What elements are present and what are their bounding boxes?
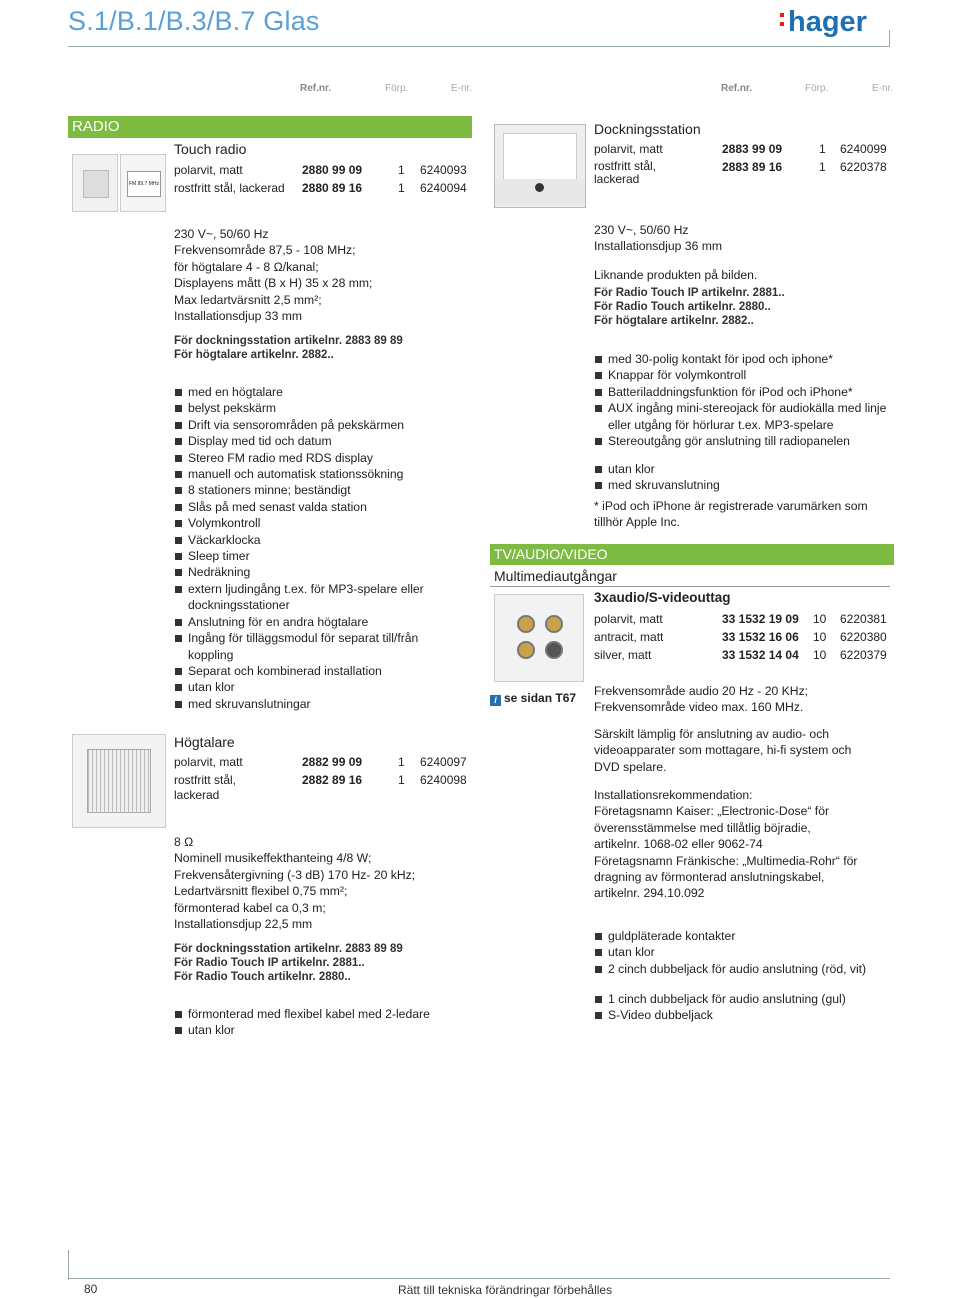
footer-rule — [68, 1278, 890, 1279]
av-row-3-desc: silver, matt — [594, 648, 652, 662]
list-item: Drift via sensorområden på pekskärmen — [174, 417, 464, 433]
dock-row-1-enr: 6240099 — [840, 142, 887, 156]
av-row-3-ref: 33 1532 14 04 — [722, 648, 799, 662]
logo-wordmark: hager — [788, 6, 867, 38]
speaker-features — [174, 1006, 464, 1039]
touch-radio-row-2-desc: rostfritt stål, lackerad — [174, 181, 285, 195]
footer-note: Rätt till tekniska förändringar förbehålles — [398, 1283, 613, 1297]
dock-row-2-desc: rostfritt stål, lackerad — [594, 159, 657, 186]
dock-row-1-pack: 1 — [819, 142, 826, 156]
speaker-row-1-ref: 2882 99 09 — [302, 755, 363, 769]
list-item: Slås på med senast valda station — [174, 499, 464, 515]
colheader-forp-left: Förp. — [385, 83, 409, 94]
page-number: 80 — [84, 1282, 98, 1296]
list-item: utan klor — [174, 1022, 464, 1038]
page-title: S.1/B.1/B.3/B.7 Glas — [68, 6, 320, 36]
list-item: Stereoutgång gör anslutning till radiopanelen — [594, 433, 890, 449]
av-row-1-ref: 33 1532 19 09 — [722, 612, 799, 626]
speaker-row-2-desc: rostfritt stål, lackerad — [174, 773, 237, 802]
av-description: Särskilt lämplig för anslutning av audio- och videoapparater som mottagare, hi-fi system och DVD spelare. — [594, 727, 852, 774]
touch-radio-row-2-ref: 2880 89 16 — [302, 181, 363, 195]
info-reference: i se sidan T67 — [490, 691, 576, 706]
list-item: Stereo FM radio med RDS display — [174, 450, 464, 466]
list-item: 1 cinch dubbeljack för audio anslutning (gul) — [594, 991, 890, 1007]
av-row-2-desc: antracit, matt — [594, 630, 664, 644]
list-item: S-Video dubbeljack — [594, 1007, 890, 1023]
list-item: Nedräkning — [174, 564, 464, 580]
list-item: Sleep timer — [174, 548, 464, 564]
av-row-2-pack: 10 — [813, 630, 827, 644]
colheader-ref-right: Ref.nr. — [721, 83, 753, 94]
touch-radio-row-2-enr: 6240094 — [420, 181, 467, 195]
colheader-enr-left: E-nr. — [451, 83, 473, 94]
footer-left-line — [68, 1250, 69, 1280]
speaker-row-1-enr: 6240097 — [420, 755, 467, 769]
list-item: manuell och automatisk stationssökning — [174, 466, 464, 482]
dock-row-1-ref: 2883 99 09 — [722, 142, 783, 156]
section-bar-radio: RADIO — [68, 116, 472, 138]
touch-radio-title: Touch radio — [174, 141, 247, 157]
list-item: 8 stationers minne; beständigt — [174, 482, 464, 498]
colheader-enr-right: E-nr. — [872, 83, 894, 94]
touch-radio-row-1-enr: 6240093 — [420, 163, 467, 177]
list-item: Ingång för tilläggsmodul för separat till/från koppling — [174, 630, 464, 663]
speaker-title: Högtalare — [174, 734, 235, 750]
touch-radio-row-2-pack: 1 — [398, 181, 405, 195]
list-item: med skruvanslutning — [594, 477, 890, 493]
speaker-refs: För dockningsstation artikelnr. 2883 89 89 För Radio Touch IP artikelnr. 2881.. För Radio Touch artikelnr. 2880.. — [174, 943, 403, 984]
list-item: förmonterad med flexibel kabel med 2-ledare — [174, 1006, 464, 1022]
dock-title: Dockningsstation — [594, 121, 701, 137]
tv-subsection: Multimediautgångar — [494, 568, 617, 584]
list-item: Väckarklocka — [174, 532, 464, 548]
av-outlet-image — [494, 594, 584, 682]
av-row-2-enr: 6220380 — [840, 630, 887, 644]
dock-features — [594, 351, 890, 449]
touch-radio-row-1-desc: polarvit, matt — [174, 163, 243, 177]
touch-radio-features — [174, 384, 464, 712]
dock-specs: 230 V~, 50/60 Hz Installationsdjup 36 mm — [594, 223, 723, 254]
speaker-row-2-enr: 6240098 — [420, 773, 467, 787]
speaker-row-1-pack: 1 — [398, 755, 405, 769]
list-item: Anslutning för en andra högtalare — [174, 614, 464, 630]
touch-radio-refs: För dockningsstation artikelnr. 2883 89 89 För högtalare artikelnr. 2882.. — [174, 335, 403, 362]
av-title: 3xaudio/S-videouttag — [594, 590, 731, 605]
av-specs: Frekvensområde audio 20 Hz - 20 KHz; Frekvensområde video max. 160 MHz. — [594, 684, 809, 715]
dock-features-2 — [594, 461, 890, 494]
hager-logo — [778, 4, 876, 40]
list-item: Volymkontroll — [174, 515, 464, 531]
touch-radio-row-1-pack: 1 — [398, 163, 405, 177]
list-item: Batteriladdningsfunktion för iPod och iPhone* — [594, 384, 890, 400]
touch-radio-image — [72, 154, 166, 212]
list-item: guldpläterade kontakter — [594, 928, 890, 944]
colheader-forp-right: Förp. — [805, 83, 829, 94]
av-features — [594, 928, 890, 977]
radio-frame-display: FM 89.7 MHz — [120, 154, 166, 212]
list-item: med skruvanslutningar — [174, 696, 464, 712]
dock-image — [494, 124, 586, 208]
list-item: med 30-polig kontakt för ipod och iphone* — [594, 351, 890, 367]
av-row-3-pack: 10 — [813, 648, 827, 662]
info-icon: i — [490, 695, 501, 706]
av-features-2 — [594, 991, 890, 1024]
list-item: Separat och kombinerad installation — [174, 663, 464, 679]
dock-row-2-pack: 1 — [819, 160, 826, 174]
dock-row-2-ref: 2883 89 16 — [722, 160, 783, 174]
list-item: AUX ingång mini-stereojack för audiokälla med linje eller utgång för hörlurar t.ex. MP3-spelare — [594, 400, 890, 433]
av-row-1-enr: 6220381 — [840, 612, 887, 626]
speaker-row-2-pack: 1 — [398, 773, 405, 787]
dock-note: Liknande produkten på bilden. — [594, 268, 758, 282]
tv-subsection-rule — [490, 586, 890, 587]
list-item: Display med tid och datum — [174, 433, 464, 449]
av-install-recommendation: Installationsrekommendation: Företagsnamn Kaiser: „Electronic-Dose“ för överensstämmelse med tillåtlig böjradie, artikelnr. 1068-02 eller 9062-74 Företagsnamn Fränkische: „Multimedia-Rohr“ för dragning av förmonterad anslutningskabel, artikelnr. 294.10.092 — [594, 788, 858, 901]
list-item: Knappar för volymkontroll — [594, 367, 890, 383]
av-row-3-enr: 6220379 — [840, 648, 887, 662]
dock-row-2-enr: 6220378 — [840, 160, 887, 174]
list-item: utan klor — [594, 944, 890, 960]
colheader-ref-left: Ref.nr. — [300, 83, 332, 94]
header-rule — [68, 46, 890, 47]
speaker-image — [72, 734, 166, 828]
list-item: med en högtalare — [174, 384, 464, 400]
header-corner-line — [889, 30, 890, 47]
touch-radio-row-1-ref: 2880 99 09 — [302, 163, 363, 177]
list-item: utan klor — [174, 679, 464, 695]
speaker-specs: 8 Ω Nominell musikeffekthanteing 4/8 W; Frekvensåtergivning (-3 dB) 170 Hz- 20 kHz; Ledartvärsnitt flexibel 0,75 mm²; förmonterad kabel ca 0,3 m; Installationsdjup 22,5 mm — [174, 835, 416, 932]
dock-refs: För Radio Touch IP artikelnr. 2881.. För Radio Touch artikelnr. 2880.. För högtalare artikelnr. 2882.. — [594, 287, 785, 328]
list-item: belyst pekskärm — [174, 400, 464, 416]
radio-frame-white — [72, 154, 118, 212]
dock-footnote: * iPod och iPhone är registrerade varumärken som tillhör Apple Inc. — [594, 499, 868, 530]
speaker-row-1-desc: polarvit, matt — [174, 755, 243, 769]
av-row-1-pack: 10 — [813, 612, 827, 626]
dock-row-1-desc: polarvit, matt — [594, 142, 663, 156]
speaker-row-2-ref: 2882 89 16 — [302, 773, 363, 787]
list-item: utan klor — [594, 461, 890, 477]
list-item: 2 cinch dubbeljack för audio anslutning (röd, vit) — [594, 961, 890, 977]
section-bar-tv: TV/AUDIO/VIDEO — [490, 544, 894, 565]
av-row-2-ref: 33 1532 16 06 — [722, 630, 799, 644]
touch-radio-specs: 230 V~, 50/60 Hz Frekvensområde 87,5 - 108 MHz; för högtalare 4 - 8 Ω/kanal; Displayens mått (B x H) 35 x 28 mm; Max ledartvärsnitt 2,5 mm²; Installationsdjup 33 mm — [174, 227, 373, 324]
av-row-1-desc: polarvit, matt — [594, 612, 663, 626]
list-item: extern ljudingång t.ex. för MP3-spelare eller dockningsstationer — [174, 581, 464, 614]
